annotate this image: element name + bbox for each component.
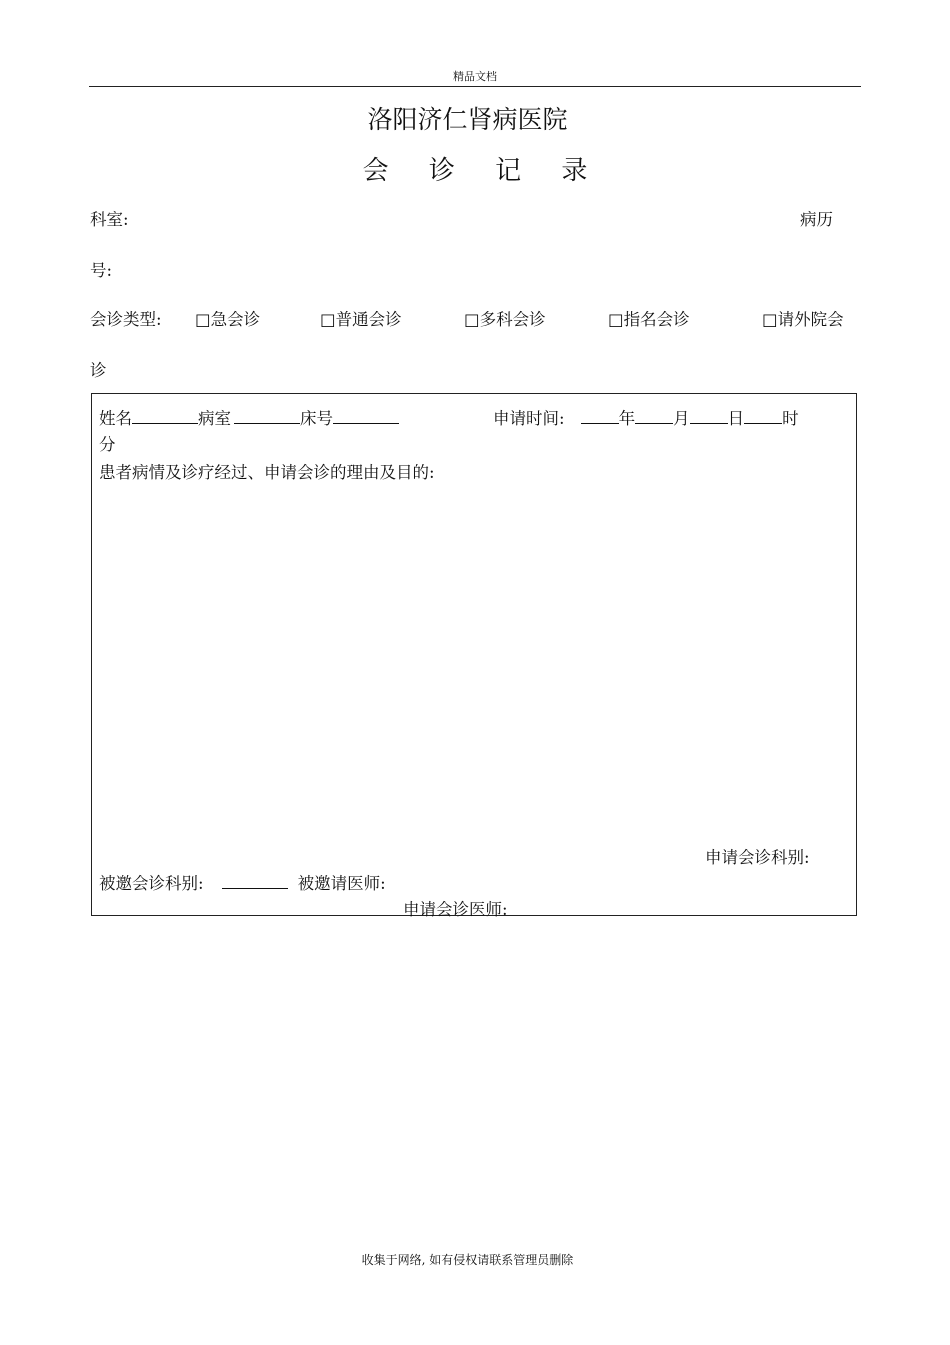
consult-type-external-checkbox[interactable]: □请外院会 (762, 310, 844, 329)
hour-field[interactable] (744, 409, 782, 424)
consult-type-label: 会诊类型: (90, 310, 162, 329)
record-number-label: 病历 (800, 210, 833, 229)
apply-dept-label: 申请会诊科别: (705, 848, 810, 867)
consult-type-multidept-checkbox[interactable]: □多科会诊 (464, 310, 546, 329)
consult-type-named-checkbox[interactable]: □指名会诊 (608, 310, 690, 329)
apply-doctor-label: 申请会诊医师: (403, 900, 508, 919)
patient-info-row (99, 405, 399, 429)
consult-type-emergency-checkbox[interactable]: □急会诊 (195, 310, 261, 329)
document-title: 会 诊 记 录 (362, 156, 604, 186)
name-field[interactable] (132, 409, 198, 424)
name-label: 姓名 (99, 409, 132, 428)
month-field[interactable] (635, 409, 673, 424)
ward-field[interactable] (234, 409, 300, 424)
year-label: 年 (618, 409, 636, 428)
year-field[interactable] (581, 409, 619, 424)
consult-type-wrap: 诊 (90, 361, 107, 380)
reason-area[interactable] (99, 485, 847, 835)
apply-time-label: 申请时间: (493, 409, 565, 428)
footer-text: 收集于网络, 如有侵权请联系管理员删除 (361, 1253, 574, 1267)
hospital-name: 洛阳济仁肾病医院 (367, 105, 568, 134)
bed-label: 床号 (300, 409, 333, 428)
month-label: 月 (673, 409, 690, 428)
day-label: 日 (727, 409, 745, 428)
reason-label: 患者病情及诊疗经过、申请会诊的理由及目的: (99, 463, 435, 482)
hour-label: 时 (782, 409, 799, 428)
ward-label: 病室 (198, 409, 231, 428)
record-number-label-wrap: 号: (90, 261, 113, 280)
consult-type-general-checkbox[interactable]: □普通会诊 (320, 310, 402, 329)
department-label: 科室: (90, 210, 129, 229)
apply-time-row (493, 405, 799, 429)
day-field[interactable] (690, 409, 728, 424)
invited-dept-field[interactable] (222, 874, 288, 889)
header-text: 精品文档 (453, 70, 497, 83)
header-divider (89, 86, 861, 87)
minute-label: 分 (99, 435, 116, 454)
invited-dept-label: 被邀会诊科别: (99, 874, 204, 893)
invited-doctor-label: 被邀请医师: (297, 874, 386, 893)
invited-row (99, 870, 386, 894)
bed-field[interactable] (333, 409, 399, 424)
